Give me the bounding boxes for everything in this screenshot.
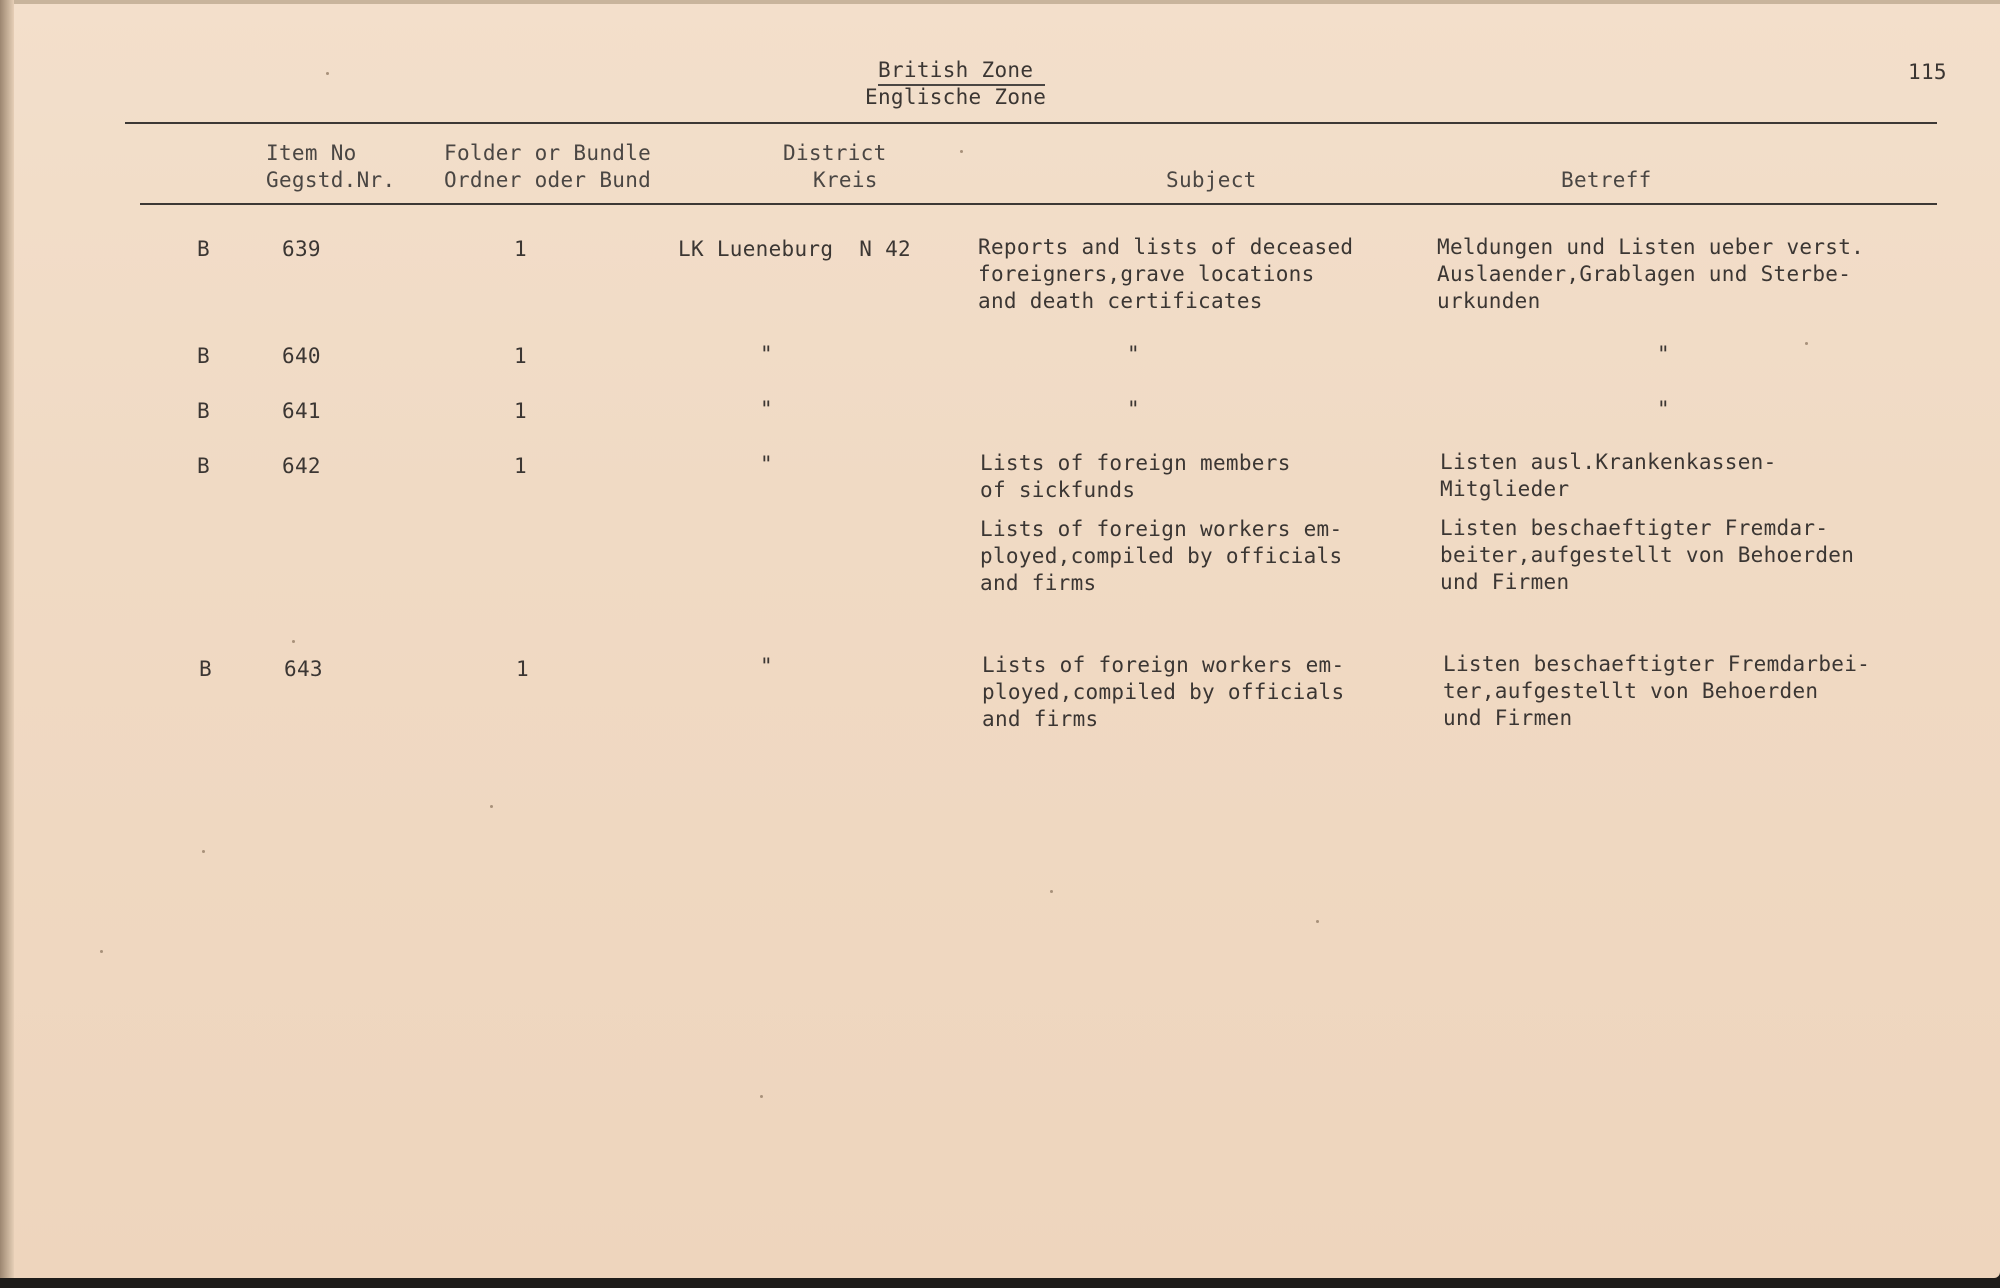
paper-speck — [100, 950, 103, 953]
row-district: LK Lueneburg N 42 — [678, 237, 911, 261]
row-subject-line: of sickfunds — [980, 478, 1136, 502]
paper-speck — [326, 72, 329, 75]
row-district-ditto: " — [760, 452, 773, 476]
paper-speck — [960, 150, 963, 153]
row-folder: 1 — [516, 657, 529, 681]
row-subject-line: and death certificates — [978, 289, 1263, 313]
row-betreff-line: Listen ausl.Krankenkassen- — [1440, 450, 1777, 474]
row-subject-line: Lists of foreign workers em- — [982, 653, 1345, 677]
zone-title-de: Englische Zone — [865, 85, 1047, 109]
row-subject-line: ployed,compiled by officials — [980, 544, 1343, 568]
col-item-no-de: Gegstd.Nr. — [266, 168, 396, 192]
row-subject-line: and firms — [980, 571, 1097, 595]
row-item-no: 641 — [282, 399, 321, 423]
row-district-ditto: " — [760, 397, 773, 421]
row-betreff-line: Listen beschaeftigter Fremdar- — [1440, 516, 1829, 540]
paper-speck — [490, 805, 493, 808]
header-top-rule — [125, 122, 1937, 124]
row-subject-line: ployed,compiled by officials — [982, 680, 1345, 704]
row-series: B — [197, 399, 210, 423]
paper-speck — [292, 640, 295, 643]
row-betreff-line: Listen beschaeftigter Fremdarbei- — [1443, 652, 1871, 676]
row-folder: 1 — [514, 344, 527, 368]
row-subject-line: Lists of foreign members — [980, 451, 1291, 475]
row-subject-ditto: " — [1127, 342, 1140, 366]
row-district-ditto: " — [760, 342, 773, 366]
row-betreff-ditto: " — [1657, 342, 1670, 366]
paper-speck — [1805, 342, 1808, 345]
row-folder: 1 — [514, 454, 527, 478]
row-item-no: 639 — [282, 237, 321, 261]
col-district-de: Kreis — [813, 168, 878, 192]
row-betreff-line: Auslaender,Grablagen und Sterbe- — [1437, 262, 1852, 286]
row-subject-line: Lists of foreign workers em- — [980, 517, 1343, 541]
col-item-no-en: Item No — [266, 141, 357, 165]
col-folder-de: Ordner oder Bund — [444, 168, 652, 192]
row-betreff-line: und Firmen — [1440, 570, 1570, 594]
row-series: B — [197, 237, 210, 261]
header-bottom-rule — [140, 203, 1937, 205]
row-series: B — [197, 344, 210, 368]
col-subject: Subject — [1166, 168, 1257, 192]
paper-speck — [1316, 920, 1319, 923]
row-betreff-line: Meldungen und Listen ueber verst. — [1437, 235, 1865, 259]
paper-speck — [760, 1095, 763, 1098]
row-item-no: 640 — [282, 344, 321, 368]
col-betreff: Betreff — [1561, 168, 1652, 192]
row-district-ditto: " — [760, 654, 773, 678]
row-betreff-line: ter,aufgestellt von Behoerden — [1443, 679, 1819, 703]
row-subject-line: and firms — [982, 707, 1099, 731]
row-subject-ditto: " — [1127, 397, 1140, 421]
row-folder: 1 — [514, 237, 527, 261]
page-top-edge — [0, 0, 2000, 4]
row-betreff-line: und Firmen — [1443, 706, 1573, 730]
row-betreff-line: Mitglieder — [1440, 477, 1570, 501]
row-subject-line: foreigners,grave locations — [978, 262, 1315, 286]
page-number: 115 — [1908, 60, 1947, 84]
paper-speck — [202, 850, 205, 853]
row-series: B — [197, 454, 210, 478]
zone-title-en: British Zone — [878, 58, 1034, 82]
row-item-no: 643 — [284, 657, 323, 681]
paper-speck — [1050, 890, 1053, 893]
row-folder: 1 — [514, 399, 527, 423]
col-folder-en: Folder or Bundle — [444, 141, 652, 165]
row-subject-line: Reports and lists of deceased — [978, 235, 1354, 259]
row-series: B — [199, 657, 212, 681]
row-betreff-line: beiter,aufgestellt von Behoerden — [1440, 543, 1855, 567]
row-betreff-line: urkunden — [1437, 289, 1541, 313]
binding-edge — [0, 0, 14, 1278]
col-district-en: District — [783, 141, 887, 165]
row-betreff-ditto: " — [1657, 397, 1670, 421]
row-item-no: 642 — [282, 454, 321, 478]
